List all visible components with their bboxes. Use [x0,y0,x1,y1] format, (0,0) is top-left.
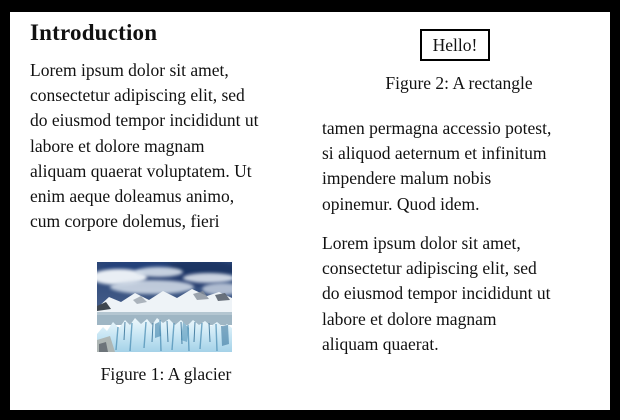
text-line: do eiusmod tempor incididunt ut [322,283,551,304]
text-line: aliquam quaerat voluptatem. Ut [30,160,252,181]
text-line: Lorem ipsum dolor sit amet, [30,60,229,80]
left-body-paragraph [30,58,322,234]
right-body-paragraph-1 [322,116,608,217]
text-line: labore et dolore magnam [322,308,497,329]
right-body-paragraph-2 [322,231,608,357]
text-line: impendere malum nobis [322,168,492,189]
text-line: aliquam quaerat. [322,333,439,354]
text-line: Lorem ipsum dolor sit amet, [322,233,521,253]
text-line: opinemur. Quod idem. [322,193,480,214]
section-heading: Introduction [30,20,158,45]
figure1-caption: Figure 1: A glacier [100,364,232,384]
text-line: labore et dolore magnam [30,135,205,156]
text-line: si aliquod aeternum et infinitum [322,143,547,164]
glacier-photo [97,262,232,352]
figure2-caption: Figure 2: A rectangle [385,73,533,93]
text-line: consectetur adipiscing elit, sed [322,258,537,279]
hello-rectangle: Hello! [420,29,490,61]
text-line: tamen permagna accessio potest, [322,118,552,138]
text-line: cum corpore dolemus, fieri [30,211,220,232]
document-page [10,12,610,410]
text-line: enim aeque doleamus animo, [30,186,235,207]
text-line: do eiusmod tempor incididunt ut [30,110,259,131]
text-line: consectetur adipiscing elit, sed [30,85,245,106]
